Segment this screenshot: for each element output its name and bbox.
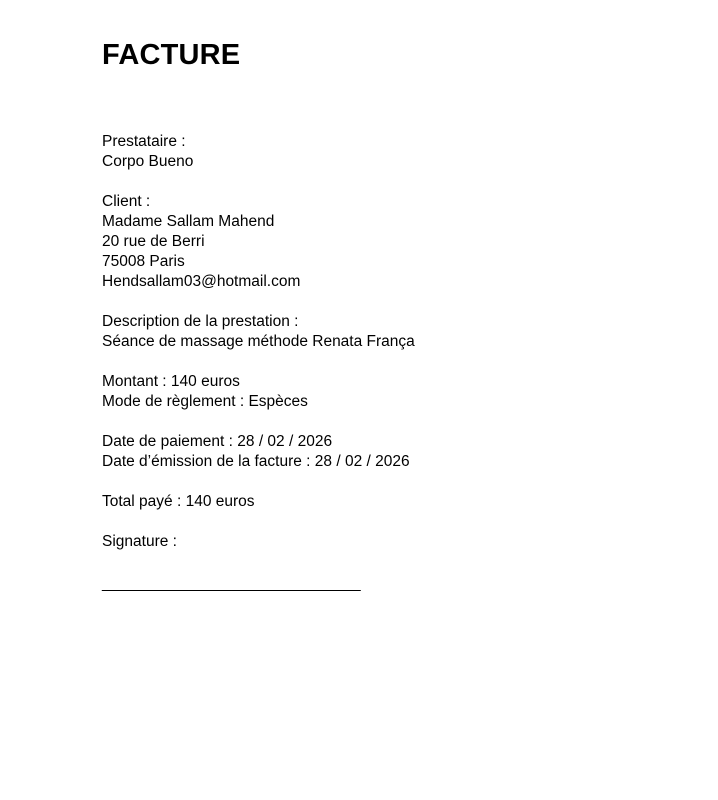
total-line: Total payé : 140 euros [102, 493, 255, 510]
payment-section [102, 372, 415, 412]
payment-date-line: Date de paiement : 28 / 02 / 2026 [102, 433, 333, 450]
client-street: 20 rue de Berri [102, 233, 205, 250]
total-section [102, 492, 415, 512]
invoice-title: FACTURE [102, 39, 241, 71]
amount-line: Montant : 140 euros [102, 373, 240, 390]
payment-method-line: Mode de règlement : Espèces [102, 393, 308, 410]
signature-line: ______________________________ [102, 575, 361, 592]
service-label: Description de la prestation : [102, 313, 299, 330]
issue-date-line: Date d’émission de la facture : 28 / 02 / 2026 [102, 453, 410, 470]
invoice-body [102, 132, 415, 572]
client-section [102, 192, 415, 292]
client-label: Client : [102, 193, 151, 210]
service-description: Séance de massage méthode Renata França [102, 333, 415, 350]
client-name: Madame Sallam Mahend [102, 213, 275, 230]
provider-label: Prestataire : [102, 133, 186, 150]
signature-section [102, 532, 415, 552]
provider-section [102, 132, 415, 172]
service-section [102, 312, 415, 352]
provider-name: Corpo Bueno [102, 153, 194, 170]
signature-label: Signature : [102, 533, 177, 550]
client-email: Hendsallam03@hotmail.com [102, 273, 301, 290]
dates-section [102, 432, 415, 472]
client-city: 75008 Paris [102, 253, 185, 270]
